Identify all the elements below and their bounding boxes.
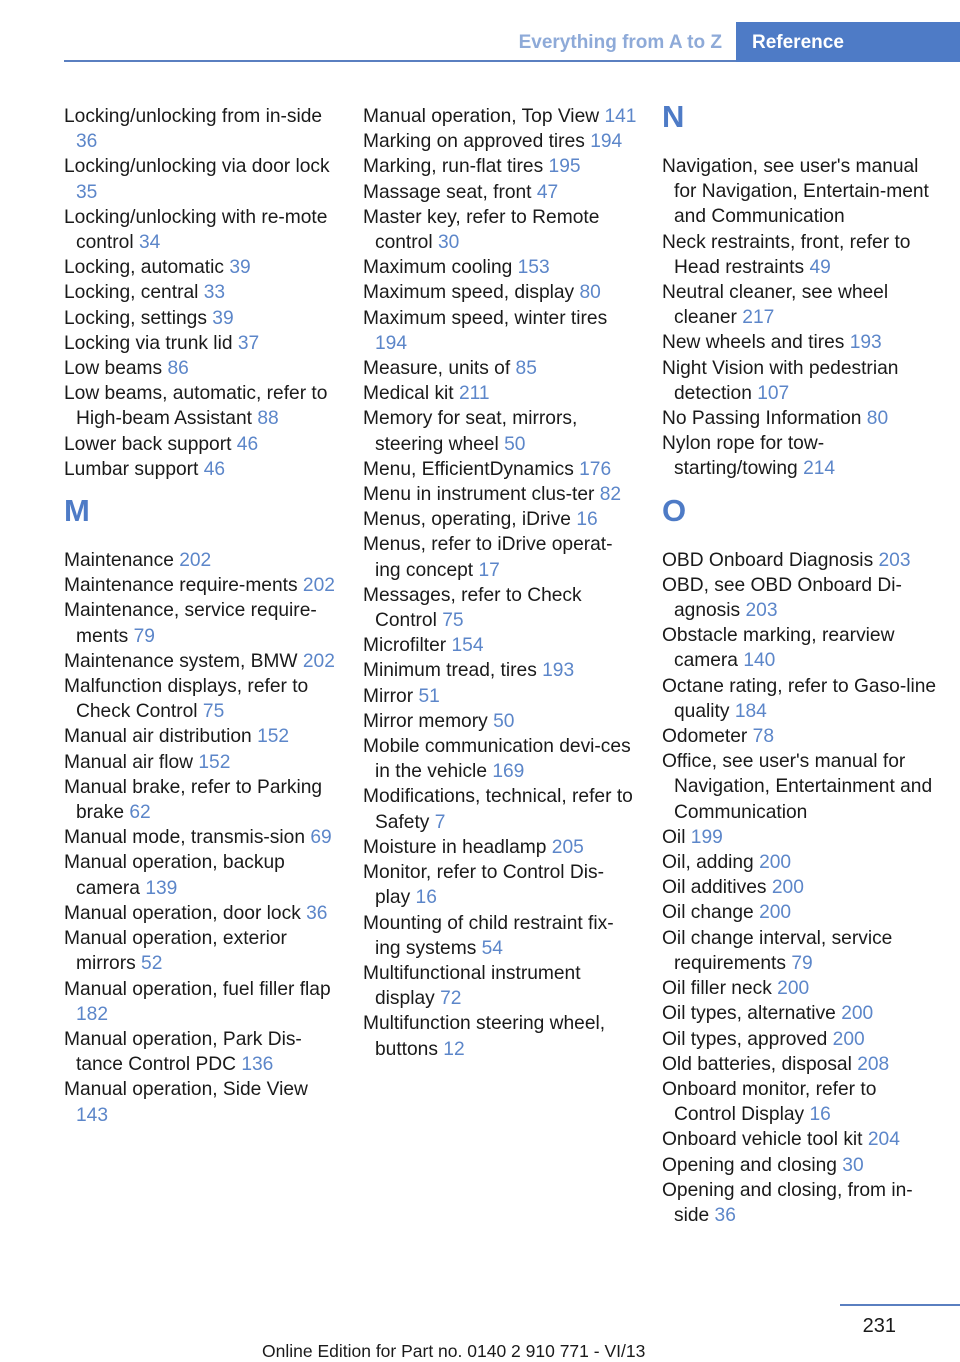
index-entry bbox=[662, 356, 937, 406]
index-entry-text: Oil additives bbox=[662, 877, 767, 899]
page-reference-link[interactable]: 47 bbox=[536, 181, 559, 203]
page-reference-link[interactable]: 208 bbox=[857, 1053, 890, 1075]
index-entry bbox=[363, 734, 638, 784]
index-entry bbox=[64, 674, 339, 724]
index-entry bbox=[662, 1001, 937, 1026]
page-reference-link[interactable]: 143 bbox=[76, 1104, 109, 1126]
index-entry-text: Malfunction displays, refer to Check Control bbox=[64, 676, 309, 723]
index-entry-text: Manual operation, Park Dis-tance Control PDC bbox=[64, 1028, 302, 1076]
index-entry bbox=[662, 230, 937, 280]
index-entry-text: Manual air distribution bbox=[64, 726, 252, 748]
page-reference-link[interactable]: 80 bbox=[866, 408, 889, 430]
index-entry bbox=[363, 104, 638, 129]
index-entry bbox=[662, 850, 937, 875]
page-reference-link[interactable]: 86 bbox=[167, 358, 189, 380]
index-entry-text: Oil filler neck bbox=[662, 978, 772, 1000]
index-entry bbox=[363, 835, 638, 860]
index-entry-text: Maintenance require-ments bbox=[64, 575, 298, 597]
page-reference-link[interactable]: 7 bbox=[434, 811, 446, 833]
index-entry-text: Oil, adding bbox=[662, 852, 754, 874]
index-entry bbox=[363, 154, 638, 179]
page-reference-link[interactable]: 152 bbox=[198, 751, 231, 773]
index-entry bbox=[64, 331, 339, 356]
index-entry-text: Marking on approved tires bbox=[363, 131, 585, 153]
index-entry-text: Marking, run-flat tires bbox=[363, 156, 544, 178]
index-entry bbox=[662, 674, 937, 724]
index-entry bbox=[662, 926, 937, 976]
page-reference-link[interactable]: 12 bbox=[443, 1038, 465, 1060]
index-entry bbox=[662, 623, 937, 673]
page-reference-link[interactable]: 80 bbox=[579, 282, 601, 304]
index-entry-text: Locking, settings bbox=[64, 307, 207, 329]
page-reference-link[interactable]: 79 bbox=[133, 625, 155, 647]
index-entry-text: Oil change bbox=[662, 902, 754, 924]
page-reference-link[interactable]: 211 bbox=[458, 383, 490, 405]
page-reference-link[interactable]: 194 bbox=[590, 131, 623, 153]
page-reference-link[interactable]: 69 bbox=[310, 827, 332, 849]
page-reference-link[interactable]: 107 bbox=[757, 382, 790, 404]
index-entry-text: Onboard monitor, refer to Control Display bbox=[662, 1078, 877, 1126]
index-entry-text: Maximum speed, winter tires bbox=[363, 307, 608, 329]
index-entry-text: Multifunction steering wheel, buttons bbox=[363, 1013, 606, 1060]
index-entry bbox=[662, 825, 937, 850]
index-entry bbox=[64, 825, 339, 850]
page-reference-link[interactable]: 200 bbox=[841, 1003, 874, 1025]
page-reference-link[interactable]: 36 bbox=[76, 131, 98, 153]
index-entry bbox=[363, 280, 638, 305]
index-entry-text: Night Vision with pedestrian detection bbox=[662, 357, 899, 404]
page-reference-link[interactable]: 30 bbox=[437, 232, 460, 254]
index-entry bbox=[64, 573, 339, 598]
page-reference-link[interactable]: 200 bbox=[832, 1028, 865, 1050]
index-entry-text: Master key, refer to Remote control bbox=[363, 206, 600, 254]
index-entry bbox=[64, 306, 339, 331]
index-entry-text: Mobile communication devi-ces in the vehicle bbox=[363, 736, 631, 783]
index-entry bbox=[662, 1027, 937, 1052]
index-entry-text: Nylon rope for tow-starting/towing bbox=[662, 433, 825, 480]
index-entry bbox=[662, 431, 937, 481]
index-entry-text: Opening and closing bbox=[662, 1154, 837, 1176]
page-reference-link[interactable]: 72 bbox=[440, 988, 462, 1010]
page-reference-link[interactable]: 37 bbox=[237, 332, 260, 354]
page-reference-link[interactable]: 203 bbox=[878, 549, 911, 571]
index-entry-text: Multifunctional instrument display bbox=[363, 962, 581, 1010]
index-entry-text: OBD Onboard Diagnosis bbox=[662, 549, 874, 571]
index-entry bbox=[662, 1178, 937, 1228]
index-entry-text: Locking, automatic bbox=[64, 257, 224, 279]
index-entry-text: New wheels and tires bbox=[662, 332, 845, 354]
page-reference-link[interactable]: 169 bbox=[492, 761, 525, 783]
page-reference-link[interactable]: 205 bbox=[551, 836, 584, 858]
index-entry-text: Microfilter bbox=[363, 635, 447, 657]
index-entry bbox=[363, 180, 638, 205]
index-entry bbox=[64, 457, 339, 482]
page-reference-link[interactable]: 39 bbox=[229, 257, 251, 279]
index-entry bbox=[662, 280, 937, 330]
index-entry-text: Minimum tread, tires bbox=[363, 660, 537, 682]
page-reference-link[interactable]: 193 bbox=[542, 660, 575, 682]
index-entry bbox=[363, 532, 638, 582]
index-entry-text: Obstacle marking, rearview camera bbox=[662, 625, 895, 672]
index-entry-text: Neck restraints, front, refer to Head restraints bbox=[662, 231, 911, 278]
index-entry bbox=[662, 875, 937, 900]
page-reference-link[interactable]: 16 bbox=[809, 1104, 831, 1126]
page-reference-link[interactable]: 203 bbox=[745, 600, 778, 622]
index-entry bbox=[363, 684, 638, 709]
page-reference-link[interactable]: 78 bbox=[752, 726, 775, 748]
index-entry-text: Maximum speed, display bbox=[363, 282, 575, 304]
index-entry bbox=[64, 901, 339, 926]
index-entry bbox=[662, 330, 937, 355]
header-reference-tab: Reference bbox=[736, 22, 960, 62]
index-entry bbox=[64, 280, 339, 305]
index-entry-text: Moisture in headlamp bbox=[363, 836, 547, 858]
index-entry-text: Oil types, approved bbox=[662, 1028, 828, 1050]
index-entry bbox=[363, 129, 638, 154]
page-reference-link[interactable]: 30 bbox=[842, 1154, 864, 1176]
page-reference-link[interactable]: 200 bbox=[759, 902, 792, 924]
index-entry-text: Locking/unlocking via door lock bbox=[64, 156, 330, 178]
index-entry-text: Mirror memory bbox=[363, 710, 488, 732]
index-entry-text: Manual operation, exterior mirrors bbox=[64, 928, 287, 975]
index-entry-text: Low beams bbox=[64, 358, 163, 380]
index-entry bbox=[64, 1027, 339, 1077]
index-entry bbox=[363, 911, 638, 961]
page-reference-link[interactable]: 88 bbox=[257, 408, 279, 430]
index-entry-text: Maintenance, service require-ments bbox=[64, 600, 317, 647]
index-entry bbox=[662, 1153, 937, 1178]
index-entry bbox=[363, 633, 638, 658]
page-reference-link[interactable]: 154 bbox=[451, 635, 484, 657]
index-entry bbox=[64, 104, 339, 154]
index-entry-text: Odometer bbox=[662, 726, 748, 748]
page-reference-link[interactable]: 16 bbox=[576, 509, 598, 531]
index-entry-text: Menu in instrument clus-ter bbox=[363, 484, 595, 506]
index-entry bbox=[662, 900, 937, 925]
index-entry-text: Medical kit bbox=[363, 383, 454, 405]
index-entry-text: Locking/unlocking from in-side bbox=[64, 106, 323, 127]
index-entry bbox=[64, 724, 339, 749]
index-entry-text: Maintenance bbox=[64, 550, 174, 572]
page-reference-link[interactable]: 182 bbox=[76, 1003, 109, 1025]
index-entry-text: OBD, see OBD Onboard Di-agnosis bbox=[662, 574, 902, 622]
page-reference-link[interactable]: 194 bbox=[375, 332, 408, 354]
index-entry-text: Mounting of child restraint fix-ing systems bbox=[363, 912, 614, 959]
page-reference-link[interactable]: 136 bbox=[241, 1054, 274, 1076]
index-entry-text: Locking/unlocking with re-mote control bbox=[64, 206, 328, 254]
index-entry bbox=[363, 255, 638, 280]
index-column-2 bbox=[363, 104, 638, 1062]
index-entry-text: Navigation, see user's manual for Navigation, Entertain-ment and Communication bbox=[662, 156, 929, 228]
index-entry-text: Menus, operating, iDrive bbox=[363, 509, 571, 531]
index-entry bbox=[662, 724, 937, 749]
index-entry bbox=[662, 976, 937, 1001]
page-reference-link[interactable]: 50 bbox=[493, 710, 515, 732]
index-entry bbox=[64, 205, 339, 255]
page-reference-link[interactable]: 62 bbox=[129, 802, 151, 824]
page-reference-link[interactable]: 51 bbox=[418, 685, 440, 707]
index-entry-text: Monitor, refer to Control Dis-play bbox=[363, 862, 604, 909]
index-entry-text: Low beams, automatic, refer to High-beam Assistant bbox=[64, 383, 328, 430]
page-reference-link[interactable]: 75 bbox=[202, 701, 225, 723]
index-entry bbox=[662, 548, 937, 573]
index-entry bbox=[64, 649, 339, 674]
page-reference-link[interactable]: 184 bbox=[734, 700, 767, 722]
index-entry bbox=[662, 1052, 937, 1077]
page-reference-link[interactable]: 50 bbox=[504, 433, 526, 455]
index-entry-text: Octane rating, refer to Gaso-line quality bbox=[662, 675, 937, 722]
section-letter: M bbox=[64, 493, 90, 529]
index-entry bbox=[363, 784, 638, 834]
index-entry-text: Old batteries, disposal bbox=[662, 1053, 852, 1075]
index-column-3 bbox=[662, 99, 937, 1228]
index-entry bbox=[64, 1077, 339, 1127]
index-entry-text: Lumbar support bbox=[64, 458, 199, 480]
index-entry bbox=[662, 573, 937, 623]
page-reference-link[interactable]: 85 bbox=[515, 358, 537, 380]
index-entry bbox=[662, 1077, 937, 1127]
index-entry-text: Menus, refer to iDrive operat-ing concept bbox=[363, 534, 613, 581]
page-reference-link[interactable]: 52 bbox=[141, 953, 163, 975]
index-entry-text: Oil types, alternative bbox=[662, 1003, 836, 1025]
index-entry-text: Oil change interval, service requirements bbox=[662, 927, 893, 974]
index-entry-text: Office, see user's manual for Navigation, Entertainment and Communication bbox=[662, 751, 933, 823]
index-entry-text: Manual operation, Side View bbox=[64, 1079, 308, 1101]
index-entry bbox=[64, 255, 339, 280]
page-reference-link[interactable]: 139 bbox=[145, 877, 178, 899]
page-reference-link[interactable]: 33 bbox=[203, 282, 226, 304]
index-entry-text: Manual operation, door lock bbox=[64, 902, 301, 924]
index-entry bbox=[363, 406, 638, 456]
index-entry-text: Manual operation, fuel filler flap bbox=[64, 978, 331, 1000]
index-entry bbox=[363, 205, 638, 255]
index-entry-text: Menu, EfficientDynamics bbox=[363, 458, 574, 480]
page-reference-link[interactable]: 75 bbox=[442, 610, 464, 632]
page-reference-link[interactable]: 193 bbox=[849, 332, 882, 354]
index-entry bbox=[64, 775, 339, 825]
index-entry-text: No Passing Information bbox=[662, 408, 862, 430]
index-entry-text: Manual operation, backup camera bbox=[64, 852, 285, 899]
index-entry-text: Massage seat, front bbox=[363, 181, 532, 203]
index-entry bbox=[64, 432, 339, 457]
index-entry-text: Maximum cooling bbox=[363, 257, 513, 279]
index-entry-text: Onboard vehicle tool kit bbox=[662, 1129, 863, 1151]
header-section-title: Everything from A to Z bbox=[518, 32, 722, 53]
page-reference-link[interactable]: 16 bbox=[415, 887, 437, 909]
index-entry-text: Mirror bbox=[363, 685, 414, 707]
page-reference-link[interactable]: 46 bbox=[236, 433, 259, 455]
index-entry bbox=[363, 961, 638, 1011]
page-reference-link[interactable]: 152 bbox=[257, 726, 290, 748]
index-entry bbox=[64, 548, 339, 573]
section-letter: N bbox=[662, 99, 685, 134]
page-reference-link[interactable]: 204 bbox=[867, 1129, 900, 1151]
index-entry-text: Locking via trunk lid bbox=[64, 332, 233, 354]
index-entry bbox=[64, 850, 339, 900]
index-entry bbox=[363, 1011, 638, 1061]
index-entry-text: Oil bbox=[662, 826, 686, 848]
index-entry-text: Memory for seat, mirrors, steering wheel bbox=[363, 408, 578, 455]
page-reference-link[interactable]: 82 bbox=[599, 484, 622, 506]
page-reference-link[interactable]: 17 bbox=[478, 559, 500, 581]
index-entry bbox=[363, 306, 638, 356]
index-entry-text: Manual mode, transmis-sion bbox=[64, 827, 306, 849]
index-entry-text: Neutral cleaner, see wheel cleaner bbox=[662, 282, 889, 329]
page-reference-link[interactable]: 49 bbox=[809, 256, 831, 278]
index-entry bbox=[363, 860, 638, 910]
page-reference-link[interactable]: 202 bbox=[179, 550, 212, 572]
index-entry-text: Locking, central bbox=[64, 282, 199, 304]
index-entry bbox=[64, 977, 339, 1027]
section-letter: O bbox=[662, 492, 687, 528]
index-entry-text: Maintenance system, BMW bbox=[64, 650, 298, 672]
index-entry bbox=[662, 154, 937, 230]
index-entry bbox=[64, 926, 339, 976]
page-number: 231 bbox=[862, 1315, 896, 1337]
index-entry-text: Measure, units of bbox=[363, 358, 511, 380]
page-reference-link[interactable]: 200 bbox=[771, 877, 804, 899]
index-entry bbox=[363, 457, 638, 482]
index-entry bbox=[662, 1127, 937, 1152]
page-reference-link[interactable]: 153 bbox=[517, 257, 550, 279]
page-reference-link[interactable]: 35 bbox=[76, 181, 98, 203]
index-entry-text: Manual brake, refer to Parking brake bbox=[64, 776, 323, 824]
index-entry bbox=[64, 750, 339, 775]
page-reference-link[interactable]: 217 bbox=[742, 307, 775, 329]
footer-rule bbox=[840, 1304, 960, 1306]
index-entry bbox=[363, 507, 638, 532]
page-reference-link[interactable]: 79 bbox=[791, 952, 813, 974]
page-reference-link[interactable]: 36 bbox=[306, 902, 328, 924]
index-entry bbox=[363, 709, 638, 734]
index-entry bbox=[662, 749, 937, 825]
page-reference-link[interactable]: 34 bbox=[138, 232, 161, 254]
page-reference-link[interactable]: 46 bbox=[203, 458, 226, 480]
index-entry-text: Manual operation, Top View bbox=[363, 106, 600, 127]
index-entry bbox=[363, 482, 638, 507]
index-entry bbox=[64, 154, 339, 204]
page-reference-link[interactable]: 199 bbox=[690, 826, 723, 848]
index-entry bbox=[662, 406, 937, 431]
page-reference-link[interactable]: 176 bbox=[579, 458, 612, 480]
page-reference-link[interactable]: 214 bbox=[803, 458, 836, 480]
index-entry bbox=[363, 381, 638, 406]
edition-note: Online Edition for Part no. 0140 2 910 771 - VI/13 bbox=[262, 1341, 646, 1361]
page-reference-link[interactable]: 39 bbox=[212, 307, 234, 329]
index-entry-text: Opening and closing, from in-side bbox=[662, 1179, 913, 1226]
page-reference-link[interactable]: 141 bbox=[604, 106, 637, 127]
page-reference-link[interactable]: 202 bbox=[302, 575, 335, 597]
page-reference-link[interactable]: 195 bbox=[548, 156, 581, 178]
index-entry-text: Modifications, technical, refer to Safety bbox=[363, 786, 633, 833]
page-reference-link[interactable]: 200 bbox=[777, 978, 810, 1000]
index-entry bbox=[363, 583, 638, 633]
page-reference-link[interactable]: 200 bbox=[759, 852, 792, 874]
index-entry bbox=[363, 356, 638, 381]
page-reference-link[interactable]: 54 bbox=[481, 937, 503, 959]
index-entry-text: Messages, refer to Check Control bbox=[363, 584, 582, 632]
page-reference-link[interactable]: 36 bbox=[714, 1204, 736, 1226]
index-entry bbox=[363, 658, 638, 683]
page-reference-link[interactable]: 202 bbox=[302, 650, 335, 672]
index-column-1 bbox=[64, 104, 339, 1128]
page-reference-link[interactable]: 140 bbox=[743, 650, 776, 672]
index-entry bbox=[64, 381, 339, 431]
index-entry bbox=[64, 598, 339, 648]
index-entry-text: Manual air flow bbox=[64, 751, 194, 773]
index-entry-text: Lower back support bbox=[64, 433, 232, 455]
index-entry bbox=[64, 356, 339, 381]
